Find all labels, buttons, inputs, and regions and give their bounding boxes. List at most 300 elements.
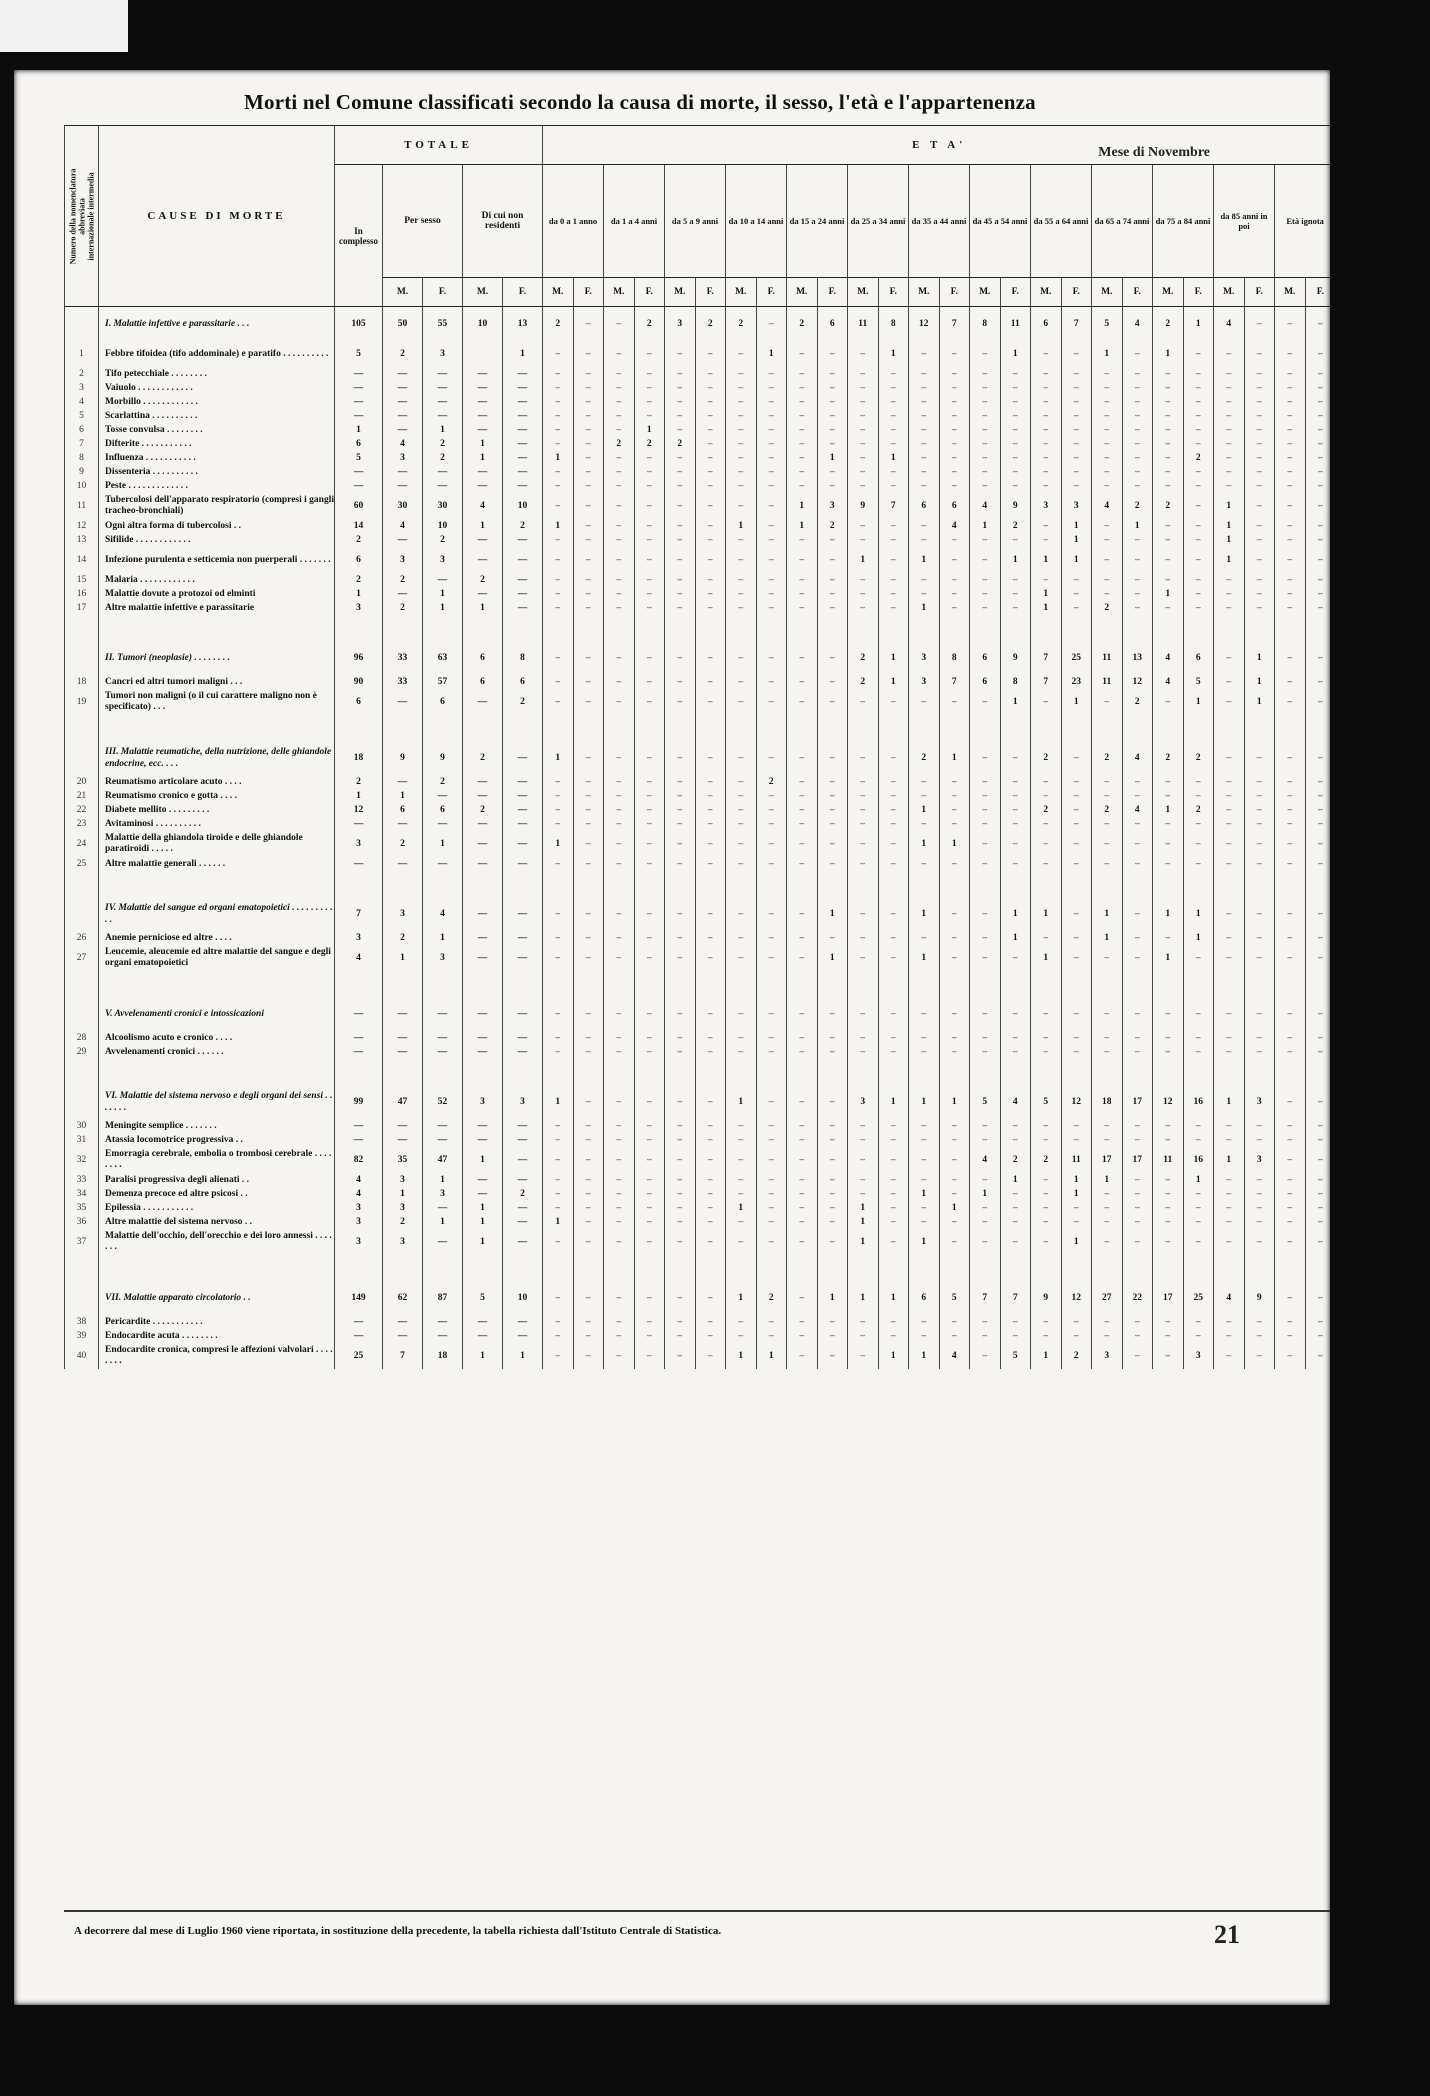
age-value: – <box>604 409 635 423</box>
empty-cell <box>970 715 1001 741</box>
age-value: – <box>1214 775 1245 789</box>
age-value: – <box>1244 1343 1275 1369</box>
age-value: – <box>787 573 818 587</box>
empty-cell <box>726 971 757 997</box>
age-value: – <box>817 741 848 775</box>
age-group-header: da 55 a 64 anni <box>1031 165 1092 278</box>
age-value: – <box>665 1085 696 1119</box>
empty-cell <box>787 615 818 641</box>
age-value: 2 <box>726 307 757 342</box>
empty-cell <box>423 1059 463 1085</box>
male-value: 2 <box>383 341 423 367</box>
empty-cell <box>817 715 848 741</box>
age-value: – <box>573 1173 604 1187</box>
empty-cell <box>1122 871 1153 897</box>
age-value: 11 <box>1153 1147 1184 1173</box>
age-value: – <box>1244 1315 1275 1329</box>
cause-label: Endocardite acuta . . . . . . . . <box>99 1329 335 1343</box>
age-value: – <box>817 465 848 479</box>
age-value: – <box>1275 1031 1306 1045</box>
age-value: – <box>634 857 665 871</box>
age-value: – <box>939 775 970 789</box>
age-value: – <box>1183 381 1214 395</box>
total-value: 96 <box>335 641 383 675</box>
age-value: 7 <box>939 675 970 689</box>
age-value: – <box>573 587 604 601</box>
age-value: – <box>1000 741 1031 775</box>
cause-label: Malattie dovute a protozoi od elminti <box>99 587 335 601</box>
age-value: – <box>848 341 879 367</box>
age-value: – <box>1092 689 1123 715</box>
nonres-male-value: — <box>463 817 503 831</box>
age-value: – <box>909 931 940 945</box>
age-value: – <box>1061 1045 1092 1059</box>
age-group-header: da 15 a 24 anni <box>787 165 848 278</box>
age-value: – <box>909 1119 940 1133</box>
age-value: – <box>665 451 696 465</box>
age-value: – <box>1275 931 1306 945</box>
nonres-male-value: — <box>463 775 503 789</box>
age-value: – <box>970 1133 1001 1147</box>
age-value: 3 <box>909 675 940 689</box>
age-value: – <box>970 1173 1001 1187</box>
male-header: M. <box>909 278 940 307</box>
age-value: – <box>1122 409 1153 423</box>
age-value: – <box>878 1187 909 1201</box>
age-value: – <box>634 341 665 367</box>
nonres-female-value: — <box>503 367 543 381</box>
nomenclature-number: 36 <box>65 1215 99 1229</box>
female-value: 2 <box>423 451 463 465</box>
age-value: – <box>1244 775 1275 789</box>
age-value: 17 <box>1153 1281 1184 1315</box>
empty-cell <box>848 615 879 641</box>
male-value: 6 <box>383 803 423 817</box>
nonres-male-value: 2 <box>463 803 503 817</box>
male-value: 50 <box>383 307 423 342</box>
age-value: – <box>1183 1133 1214 1147</box>
age-value: – <box>1092 573 1123 587</box>
age-value: – <box>1305 1119 1330 1133</box>
empty-cell <box>1000 615 1031 641</box>
age-value: – <box>848 997 879 1031</box>
nonres-female-value: 2 <box>503 519 543 533</box>
age-value: – <box>634 1281 665 1315</box>
age-value: – <box>543 1045 574 1059</box>
empty-cell <box>463 971 503 997</box>
age-value: – <box>878 1147 909 1173</box>
age-value: – <box>1214 1329 1245 1343</box>
age-value: 25 <box>1183 1281 1214 1315</box>
age-value: 1 <box>1153 341 1184 367</box>
age-value: – <box>1305 423 1330 437</box>
age-value: – <box>634 601 665 615</box>
age-value: – <box>665 409 696 423</box>
age-value: – <box>1061 1315 1092 1329</box>
age-value: – <box>1000 1119 1031 1133</box>
male-value: 4 <box>383 437 423 451</box>
footer-divider <box>64 1910 1330 1912</box>
empty-cell <box>1031 1059 1062 1085</box>
nonres-male-value <box>463 341 503 367</box>
empty-cell <box>878 1255 909 1281</box>
female-value: — <box>423 789 463 803</box>
empty-cell <box>909 971 940 997</box>
total-value: — <box>335 1031 383 1045</box>
age-value: – <box>787 857 818 871</box>
age-value: 2 <box>1183 451 1214 465</box>
total-value: 2 <box>335 775 383 789</box>
age-value: – <box>909 1315 940 1329</box>
age-value: – <box>543 409 574 423</box>
nonres-female-value: — <box>503 409 543 423</box>
age-value: – <box>726 945 757 971</box>
cause-row <box>65 573 1331 587</box>
age-value: – <box>1244 465 1275 479</box>
age-value: – <box>1305 997 1330 1031</box>
age-value: – <box>1061 1329 1092 1343</box>
age-value: – <box>1122 1215 1153 1229</box>
age-value: – <box>848 741 879 775</box>
age-value: – <box>1122 1329 1153 1343</box>
age-value: – <box>1214 831 1245 857</box>
age-value: – <box>726 395 757 409</box>
nomenclature-number: 32 <box>65 1147 99 1173</box>
age-value: – <box>1061 817 1092 831</box>
age-value: – <box>604 831 635 857</box>
age-value: – <box>848 1173 879 1187</box>
female-header: F. <box>939 278 970 307</box>
age-value: – <box>1305 803 1330 817</box>
age-value: – <box>848 803 879 817</box>
male-header: M. <box>1092 278 1123 307</box>
nonres-male-value: — <box>463 395 503 409</box>
age-value: – <box>726 775 757 789</box>
age-value: – <box>817 395 848 409</box>
nonres-female-value: — <box>503 1045 543 1059</box>
empty-cell <box>65 1059 99 1085</box>
age-value: – <box>726 817 757 831</box>
age-value: – <box>1122 341 1153 367</box>
age-value: 4 <box>970 493 1001 519</box>
age-value: – <box>909 689 940 715</box>
age-value: – <box>1214 367 1245 381</box>
nomenclature-number: 27 <box>65 945 99 971</box>
age-value: 16 <box>1183 1085 1214 1119</box>
cause-row <box>65 547 1331 573</box>
male-header: M. <box>1153 278 1184 307</box>
empty-cell <box>1031 615 1062 641</box>
age-value: – <box>1092 1201 1123 1215</box>
age-value: – <box>1214 451 1245 465</box>
age-value: – <box>1275 519 1306 533</box>
age-value: – <box>695 897 726 931</box>
empty-cell <box>463 715 503 741</box>
empty-cell <box>335 1059 383 1085</box>
age-value: – <box>970 573 1001 587</box>
age-value: – <box>756 493 787 519</box>
age-value: 1 <box>909 547 940 573</box>
age-value: – <box>1214 409 1245 423</box>
empty-cell <box>1305 971 1330 997</box>
total-value: — <box>335 1329 383 1343</box>
nomenclature-number: 30 <box>65 1119 99 1133</box>
age-value: – <box>726 857 757 871</box>
age-value: – <box>848 437 879 451</box>
age-value: – <box>665 423 696 437</box>
age-value: 1 <box>1214 1085 1245 1119</box>
age-value: – <box>939 601 970 615</box>
age-value: – <box>1153 817 1184 831</box>
age-value: 1 <box>817 1281 848 1315</box>
age-value: – <box>878 1031 909 1045</box>
age-value: – <box>787 1173 818 1187</box>
age-value: – <box>1183 367 1214 381</box>
age-value: – <box>970 931 1001 945</box>
age-value: – <box>1305 1173 1330 1187</box>
empty-cell <box>1275 715 1306 741</box>
cause-row <box>65 945 1331 971</box>
age-value: – <box>1183 817 1214 831</box>
female-value: — <box>423 1045 463 1059</box>
age-value: 3 <box>1031 493 1062 519</box>
nomenclature-number <box>65 741 99 775</box>
male-value: — <box>383 1329 423 1343</box>
age-value: – <box>634 945 665 971</box>
age-value: – <box>939 997 970 1031</box>
age-value: – <box>726 1187 757 1201</box>
age-value: – <box>604 857 635 871</box>
age-value: – <box>787 1343 818 1369</box>
age-value: – <box>1305 1147 1330 1173</box>
age-value: – <box>573 1085 604 1119</box>
empty-cell <box>848 1059 879 1085</box>
age-value: – <box>1183 587 1214 601</box>
age-value: – <box>1275 1187 1306 1201</box>
age-value: – <box>543 1281 574 1315</box>
age-value: – <box>939 1229 970 1255</box>
nonres-male-value: — <box>463 931 503 945</box>
age-value: – <box>695 1201 726 1215</box>
age-value: 2 <box>1031 741 1062 775</box>
age-value: – <box>1275 367 1306 381</box>
age-value: – <box>909 857 940 871</box>
age-value: – <box>939 945 970 971</box>
age-value: – <box>1122 1119 1153 1133</box>
age-value: – <box>848 897 879 931</box>
empty-cell <box>423 615 463 641</box>
total-value: — <box>335 381 383 395</box>
age-value: – <box>970 1031 1001 1045</box>
age-value: – <box>756 395 787 409</box>
empty-cell <box>463 1255 503 1281</box>
cause-row <box>65 395 1331 409</box>
age-group-header: da 25 a 34 anni <box>848 165 909 278</box>
age-value: – <box>970 1045 1001 1059</box>
age-value: – <box>909 587 940 601</box>
age-value: – <box>1061 1201 1092 1215</box>
cause-label: Reumatismo cronico e gotta . . . . <box>99 789 335 803</box>
age-value: – <box>878 857 909 871</box>
age-value: – <box>1305 381 1330 395</box>
age-value: 5 <box>1000 1343 1031 1369</box>
female-header: F. <box>503 278 543 307</box>
age-value: 6 <box>1031 307 1062 342</box>
age-value: – <box>726 547 757 573</box>
age-value: – <box>543 381 574 395</box>
male-value: — <box>383 1119 423 1133</box>
empty-cell <box>817 871 848 897</box>
age-value: – <box>573 1187 604 1201</box>
age-value: – <box>634 395 665 409</box>
age-value: – <box>1153 789 1184 803</box>
age-value: – <box>1183 945 1214 971</box>
nonres-female-value: — <box>503 1147 543 1173</box>
age-value: 12 <box>1061 1281 1092 1315</box>
age-value: – <box>1305 479 1330 493</box>
female-value: 1 <box>423 1173 463 1187</box>
empty-cell <box>817 1059 848 1085</box>
age-value: – <box>665 533 696 547</box>
age-value: – <box>695 423 726 437</box>
empty-cell <box>909 1059 940 1085</box>
age-value: – <box>1244 367 1275 381</box>
age-value: – <box>1275 1343 1306 1369</box>
age-value: – <box>970 409 1001 423</box>
age-value: 1 <box>817 945 848 971</box>
age-value: – <box>1061 803 1092 817</box>
age-value: – <box>604 1229 635 1255</box>
female-value: 1 <box>423 423 463 437</box>
age-value: – <box>1122 997 1153 1031</box>
age-value: – <box>1061 741 1092 775</box>
female-value: — <box>423 573 463 587</box>
age-value: – <box>1244 479 1275 493</box>
age-value: – <box>817 1031 848 1045</box>
empty-cell <box>1183 1059 1214 1085</box>
total-value: 14 <box>335 519 383 533</box>
age-value: 1 <box>726 1343 757 1369</box>
empty-cell <box>423 971 463 997</box>
female-value: 55 <box>423 307 463 342</box>
age-value: – <box>787 601 818 615</box>
age-value: 27 <box>1092 1281 1123 1315</box>
age-value: 11 <box>848 307 879 342</box>
age-value: 1 <box>1244 641 1275 675</box>
age-value: – <box>604 1343 635 1369</box>
age-value: – <box>1061 437 1092 451</box>
nonres-male-value: — <box>463 897 503 931</box>
cause-row <box>65 1147 1331 1173</box>
age-value: – <box>1061 423 1092 437</box>
age-value: – <box>1092 857 1123 871</box>
nomenclature-number: 2 <box>65 367 99 381</box>
age-value: 1 <box>1031 601 1062 615</box>
age-value: – <box>1214 573 1245 587</box>
age-value: – <box>848 931 879 945</box>
empty-cell <box>970 1059 1001 1085</box>
age-value: – <box>1244 519 1275 533</box>
age-value: – <box>604 519 635 533</box>
female-value: — <box>423 1229 463 1255</box>
age-value: – <box>756 533 787 547</box>
empty-cell <box>695 615 726 641</box>
nomenclature-number: 38 <box>65 1315 99 1329</box>
age-value: – <box>1122 395 1153 409</box>
age-value: 2 <box>665 437 696 451</box>
total-value: — <box>335 367 383 381</box>
age-value: 1 <box>1000 547 1031 573</box>
age-value: – <box>848 1147 879 1173</box>
age-value: – <box>573 1031 604 1045</box>
age-value: – <box>604 465 635 479</box>
age-value: – <box>939 479 970 493</box>
age-value: 8 <box>939 641 970 675</box>
age-value: – <box>787 831 818 857</box>
empty-cell <box>817 615 848 641</box>
age-value: 1 <box>939 831 970 857</box>
age-value: – <box>1244 573 1275 587</box>
empty-cell <box>756 1255 787 1281</box>
empty-cell <box>1031 971 1062 997</box>
age-value: 1 <box>1122 519 1153 533</box>
age-value: – <box>726 1229 757 1255</box>
age-value: – <box>665 689 696 715</box>
male-value: — <box>383 857 423 871</box>
nomenclature-number: 40 <box>65 1343 99 1369</box>
spacer-row <box>65 615 1331 641</box>
age-value: – <box>1031 1119 1062 1133</box>
age-value: – <box>970 1215 1001 1229</box>
age-value: – <box>695 641 726 675</box>
age-value: 1 <box>1183 1173 1214 1187</box>
female-value: 1 <box>423 1215 463 1229</box>
age-value: – <box>878 519 909 533</box>
empty-cell <box>970 971 1001 997</box>
age-value: – <box>756 601 787 615</box>
cause-label: Vaiuolo . . . . . . . . . . . . <box>99 381 335 395</box>
age-value: – <box>1122 1315 1153 1329</box>
age-value: – <box>1092 1187 1123 1201</box>
nomenclature-number: 33 <box>65 1173 99 1187</box>
age-value: – <box>909 519 940 533</box>
age-value: 1 <box>543 1085 574 1119</box>
age-value: – <box>970 1315 1001 1329</box>
age-value: 6 <box>1183 641 1214 675</box>
male-value: 3 <box>383 1201 423 1215</box>
age-value: – <box>909 789 940 803</box>
age-value: – <box>1244 437 1275 451</box>
age-value: – <box>1092 775 1123 789</box>
age-value: – <box>604 601 635 615</box>
male-value: 3 <box>383 547 423 573</box>
age-value: – <box>665 1229 696 1255</box>
nonres-female-value: 10 <box>503 1281 543 1315</box>
age-value: – <box>573 1215 604 1229</box>
total-value: 1 <box>335 587 383 601</box>
age-value: – <box>634 533 665 547</box>
age-value: – <box>543 1229 574 1255</box>
age-value: 1 <box>1214 493 1245 519</box>
nonres-male-value: 2 <box>463 741 503 775</box>
age-value: – <box>1000 817 1031 831</box>
age-value: – <box>1000 381 1031 395</box>
age-value: – <box>756 573 787 587</box>
empty-cell <box>423 1255 463 1281</box>
age-value: 1 <box>1000 931 1031 945</box>
empty-cell <box>543 1059 574 1085</box>
empty-cell <box>543 715 574 741</box>
